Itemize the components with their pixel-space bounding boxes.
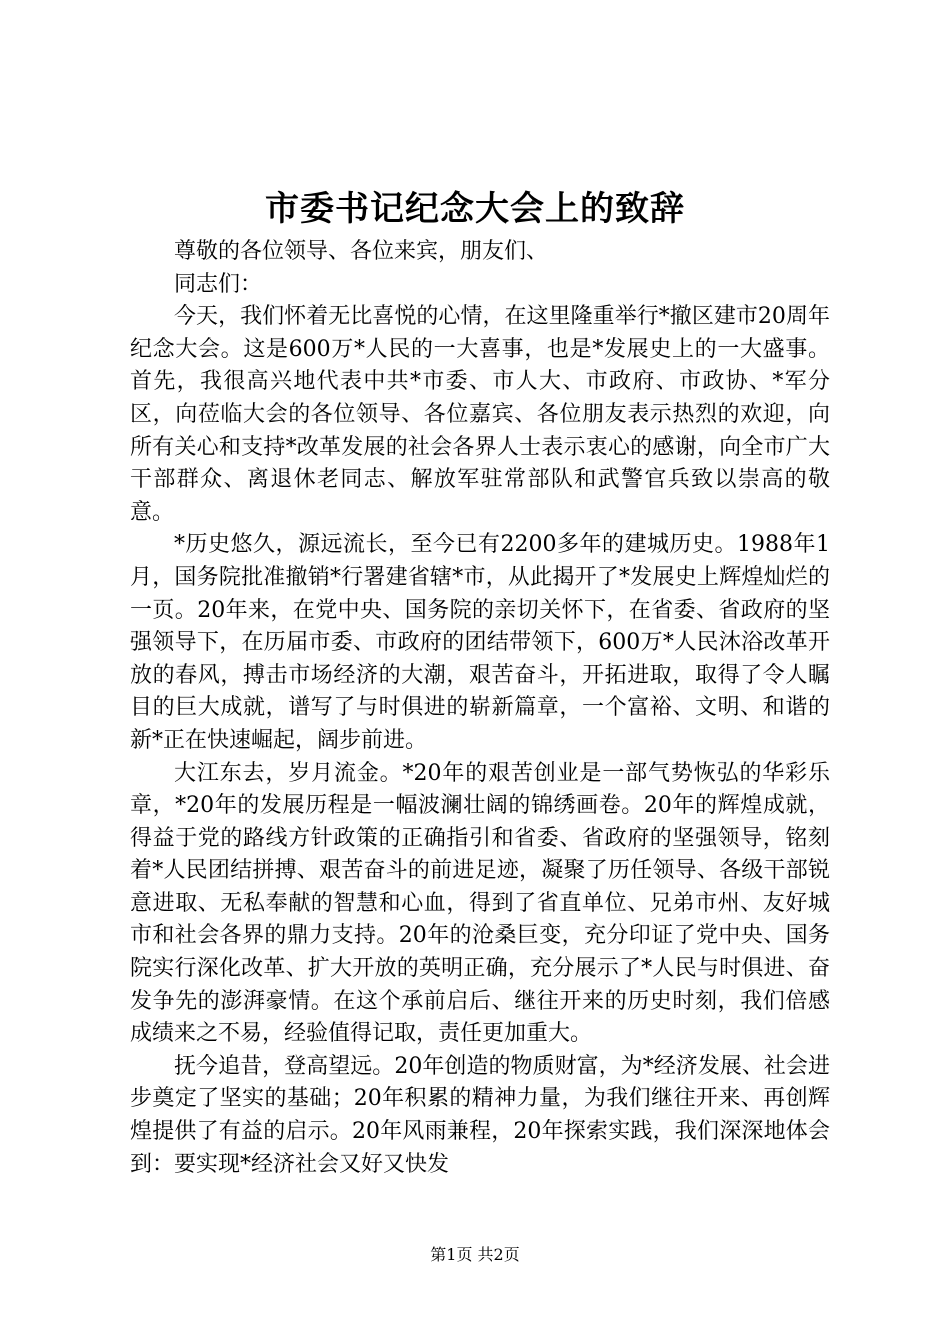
- body-paragraph: 抚今追昔，登高望远。20年创造的物质财富，为*经济发展、社会进步奠定了坚实的基础；20年积累的精神力量，为我们继往开来、再创辉煌提供了有益的启示。20年风雨兼程，20年探索实践，我们深深地体会到：要实现*经济社会又好又快发: [130, 1053, 830, 1177]
- salutation-line: 同志们：: [174, 271, 263, 297]
- document-title: 市委书记纪念大会上的致辞: [265, 189, 685, 229]
- body-paragraph: 大江东去，岁月流金。*20年的艰苦创业是一部气势恢弘的华彩乐章，*20年的发展历程是一幅波澜壮阔的锦绣画卷。20年的辉煌成就，得益于党的路线方针政策的正确指引和省委、省政府的坚强领导，铭刻着*人民团结拼搏、艰苦奋斗的前进足迹，凝聚了历任领导、各级干部锐意进取、无私奉献的智慧和心血，得到了省直单位、兄弟市州、友好城市和社会各界的鼎力支持。20年的沧桑巨变，充分印证了党中央、国务院实行深化改革、扩大开放的英明正确，充分展示了*人民与时俱进、奋发争先的澎湃豪情。在这个承前启后、继往开来的历史时刻，我们倍感成绩来之不易，经验值得记取，责任更加重大。: [130, 760, 830, 1047]
- page-number-footer: 第1页 共2页: [430, 1245, 520, 1264]
- body-paragraph: *历史悠久，源远流长，至今已有2200多年的建城历史。1988年1月，国务院批准撤销*行署建省辖*市，从此揭开了*发展史上辉煌灿烂的一页。20年来，在党中央、国务院的亲切关怀下，在省委、省政府的坚强领导下，在历届市委、市政府的团结带领下，600万*人民沐浴改革开放的春风，搏击市场经济的大潮，艰苦奋斗，开拓进取，取得了令人瞩目的巨大成就，谱写了与时俱进的崭新篇章，一个富裕、文明、和谐的新*正在快速崛起，阔步前进。: [130, 532, 830, 753]
- salutation-line: 尊敬的各位领导、各位来宾，朋友们、: [174, 239, 549, 264]
- document-body: [130, 236, 830, 1181]
- body-paragraph: 今天，我们怀着无比喜悦的心情，在这里隆重举行*撤区建市20周年纪念大会。这是600万*人民的一大喜事，也是*发展史上的一大盛事。首先，我很高兴地代表中共*市委、市人大、市政府、市政协、*军分区，向莅临大会的各位领导、各位嘉宾、各位朋友表示热烈的欢迎，向所有关心和支持*改革发展的社会各界人士表示衷心的感谢，向全市广大干部群众、离退休老同志、解放军驻常部队和武警官兵致以崇高的敬意。: [130, 304, 830, 525]
